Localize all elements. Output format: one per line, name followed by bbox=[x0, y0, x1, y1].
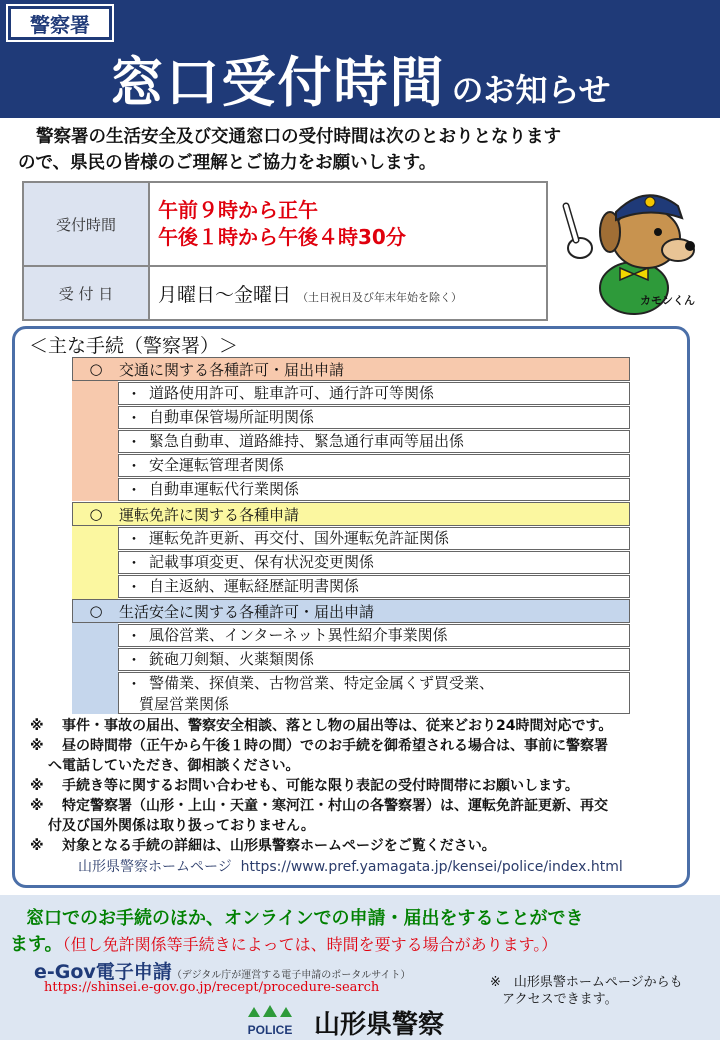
note-mark: ※ bbox=[30, 738, 44, 754]
day-range: 月曜日～金曜日 bbox=[158, 283, 292, 306]
circle-mark: ○ bbox=[89, 505, 103, 523]
list-item bbox=[118, 551, 630, 574]
circle-mark: ○ bbox=[89, 602, 103, 620]
list-item bbox=[118, 454, 630, 477]
online-text-line-1: 窓口でのお手続のほか、オンラインでの申請・届出をすることができ bbox=[26, 908, 584, 929]
bullet: ・ bbox=[126, 651, 142, 669]
list-item bbox=[118, 672, 630, 714]
list-item-text: 安全運転管理者関係 bbox=[149, 456, 285, 474]
bullet: ・ bbox=[126, 481, 142, 499]
list-item-text-continued: 質屋営業関係 bbox=[139, 695, 230, 713]
note-mark: ※ bbox=[30, 778, 44, 794]
organization-name: 山形県警察 bbox=[314, 1010, 445, 1040]
circle-mark: ○ bbox=[89, 360, 103, 378]
note-text: 事件・事故の届出、警察安全相談、落とし物の届出等は、従来どおり24時間対応です。 bbox=[62, 718, 613, 734]
note-text-continued: へ電話していただき、御相談ください。 bbox=[48, 758, 300, 774]
note-item bbox=[30, 776, 695, 796]
online-text-end: ます。 bbox=[10, 934, 63, 955]
list-item-text: 運転免許更新、再交付、国外運転免許証関係 bbox=[149, 529, 450, 547]
section-license bbox=[72, 502, 630, 599]
note-text-continued: 付及び国外関係は取り扱っておりません。 bbox=[48, 818, 315, 834]
list-item bbox=[118, 648, 630, 671]
section-license-heading bbox=[72, 502, 630, 526]
note-mark: ※ bbox=[30, 718, 44, 734]
online-caution: （但し免許関係等手続きによっては、時間を要する場合があります。） bbox=[62, 935, 558, 954]
mascot-eye bbox=[654, 228, 662, 236]
bullet: ・ bbox=[126, 409, 142, 427]
bullet: ・ bbox=[126, 627, 142, 645]
time-line-2: 午後１時から午後４時30分 bbox=[158, 225, 406, 249]
reception-hours-table bbox=[22, 181, 548, 321]
note-text: 昼の時間帯（正午から午後１時の間）でのお手続を御希望される場合は、事前に警察署 bbox=[62, 738, 608, 754]
egov-url-link[interactable]: https://shinsei.e-gov.go.jp/recept/procedure-search bbox=[44, 980, 380, 995]
header-banner bbox=[0, 0, 720, 118]
list-item bbox=[118, 382, 630, 405]
note-item bbox=[30, 736, 695, 756]
title-main: 窓口受付時間 bbox=[109, 51, 446, 114]
section-traffic-title: 交通に関する各種許可・届出申請 bbox=[119, 360, 345, 379]
list-item-text: 銃砲刀剣類、火薬類関係 bbox=[149, 650, 315, 668]
day-note: （土日祝日及び年末年始を除く） bbox=[297, 290, 463, 304]
homepage-link-line[interactable] bbox=[78, 856, 623, 876]
online-text-line-2 bbox=[10, 930, 557, 956]
section-traffic bbox=[72, 357, 630, 501]
note-text: 対象となる手続の詳細は、山形県警察ホームページをご覧ください。 bbox=[62, 838, 496, 854]
list-item-text: 記載事項変更、保有状況変更関係 bbox=[149, 553, 375, 571]
list-item bbox=[118, 478, 630, 501]
homepage-label: 山形県警察ホームページ bbox=[78, 859, 232, 875]
list-item-text: 緊急自動車、道路維持、緊急通行車両等届出係 bbox=[149, 432, 465, 450]
egov-title: e-Gov電子申請 bbox=[34, 961, 172, 983]
list-item-text: 風俗営業、インターネット異性紹介事業関係 bbox=[149, 626, 448, 644]
access-note bbox=[490, 974, 683, 1008]
mascot-hand bbox=[568, 238, 592, 258]
access-note-line-1: ※ 山形県警ホームページからも bbox=[490, 975, 683, 990]
note-item bbox=[30, 716, 695, 736]
bullet: ・ bbox=[126, 385, 142, 403]
mascot-cap-badge bbox=[645, 197, 655, 207]
intro-line-1: 警察署の生活安全及び交通窓口の受付時間は次のとおりとなります bbox=[36, 127, 561, 147]
intro-line-2: ので、県民の皆様のご理解とご協力をお願いします。 bbox=[18, 153, 437, 173]
bullet: ・ bbox=[126, 554, 142, 572]
list-item-text: 道路使用許可、駐車許可、通行許可等関係 bbox=[149, 384, 435, 402]
list-item bbox=[118, 406, 630, 429]
list-item-text: 自動車運転代行業関係 bbox=[149, 480, 300, 498]
list-item bbox=[118, 430, 630, 453]
egov-subtitle: （デジタル庁が運営する電子申請のポータルサイト） bbox=[171, 970, 411, 981]
bullet: ・ bbox=[126, 578, 142, 596]
bullet: ・ bbox=[126, 457, 142, 475]
note-item bbox=[30, 796, 695, 816]
day-label: 受 付 日 bbox=[23, 266, 149, 320]
section-safety-heading bbox=[72, 599, 630, 623]
bullet: ・ bbox=[126, 675, 142, 693]
bullet: ・ bbox=[126, 433, 142, 451]
list-item bbox=[118, 575, 630, 598]
section-safety bbox=[72, 599, 630, 714]
procedures-title: ＜主な手続（警察署）＞ bbox=[29, 335, 239, 357]
homepage-url-link[interactable]: https://www.pref.yamagata.jp/kensei/police/index.html bbox=[240, 859, 623, 875]
list-item bbox=[118, 624, 630, 647]
time-value bbox=[149, 182, 547, 266]
police-logo-text: POLICE bbox=[247, 1023, 293, 1037]
access-note-line-2: アクセスできます。 bbox=[502, 992, 618, 1007]
note-mark: ※ bbox=[30, 798, 44, 814]
police-logo-icon bbox=[240, 1003, 300, 1037]
section-safety-title: 生活安全に関する各種許可・届出申請 bbox=[119, 602, 375, 621]
list-item-text: 自動車保管場所証明関係 bbox=[149, 408, 315, 426]
list-item bbox=[118, 527, 630, 550]
note-mark: ※ bbox=[30, 838, 44, 854]
page-title bbox=[0, 40, 720, 117]
time-line-1: 午前９時から正午 bbox=[158, 198, 318, 222]
police-station-badge: 警察署 bbox=[8, 6, 112, 40]
mascot-nose bbox=[685, 241, 695, 251]
mascot-name: カモンくん bbox=[640, 294, 695, 307]
day-value bbox=[149, 266, 547, 320]
section-traffic-heading bbox=[72, 357, 630, 381]
time-label: 受付時間 bbox=[23, 182, 149, 266]
note-item bbox=[30, 836, 695, 856]
list-item-text: 警備業、探偵業、古物営業、特定金属くず買受業、 bbox=[149, 674, 495, 692]
title-suffix: のお知らせ bbox=[451, 71, 611, 109]
note-text: 手続き等に関するお問い合わせも、可能な限り表記の受付時間帯にお願いします。 bbox=[62, 778, 579, 794]
intro-text bbox=[18, 124, 708, 176]
list-item-text: 自主返納、運転経歴証明書関係 bbox=[149, 577, 360, 595]
notes-list bbox=[30, 716, 695, 856]
bullet: ・ bbox=[126, 530, 142, 548]
section-license-title: 運転免許に関する各種申請 bbox=[119, 505, 300, 524]
note-text: 特定警察署（山形・上山・天童・寒河江・村山の各警察署）は、運転免許証更新、再交 bbox=[62, 798, 608, 814]
